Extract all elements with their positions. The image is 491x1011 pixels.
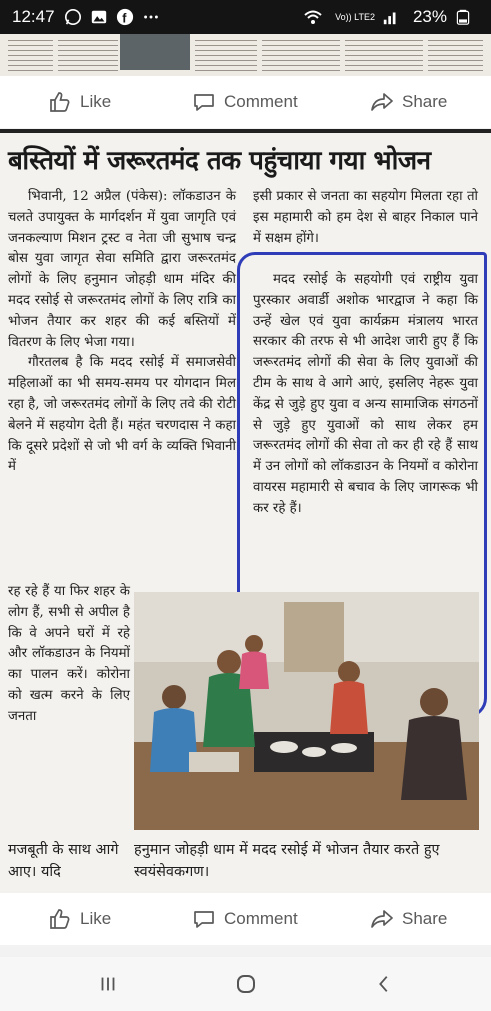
like-label: Like: [80, 92, 112, 111]
newspaper-clipping-image[interactable]: [0, 129, 491, 905]
back-button[interactable]: [364, 964, 404, 1004]
recent-apps-button[interactable]: [88, 964, 128, 1004]
wifi-icon: [303, 7, 323, 27]
comment-button[interactable]: [192, 907, 298, 931]
signal-icon: [381, 7, 401, 27]
share-button[interactable]: [370, 907, 447, 931]
battery-percent: 23%: [412, 7, 447, 26]
previous-post-image-strip: [0, 34, 491, 76]
battery-icon: [453, 7, 473, 27]
comment-label: Comment: [224, 909, 298, 928]
like-button[interactable]: [48, 907, 111, 931]
article-column-left: [8, 187, 236, 478]
article-paragraph: भिवानी, 12 अप्रैल (पंकेस): लॉकडाउन के चलते उपायुक्त के मार्गदर्शन में युवा जागृति एवं जनकल्याण मिशन ट्रस्ट व नेता जी सुभाष चन्द्र बोस युवा जागृत सेवा समिति द्वारा जरूरतमंद लोगों के लिए हनुमान जोहड़ी धाम मंदिर की मदद रसोई से जरूरतमंद लोगों के लिए रात्रि का भोजन तैयार कर शहर की कई बस्तियों में वितरण के लिए भेजा गया।: [8, 189, 236, 350]
gallery-icon: [89, 7, 109, 27]
reaction-bar-bottom: [0, 893, 491, 945]
home-button[interactable]: [226, 964, 266, 1004]
svg-text:f: f: [121, 11, 127, 26]
article-column-left-bottom: [8, 582, 130, 728]
network-label: Vo)) LTE2: [335, 11, 375, 22]
more-dots-icon: [141, 7, 161, 27]
whatsapp-icon: [63, 7, 83, 27]
share-label: Share: [402, 909, 448, 928]
share-button[interactable]: [370, 90, 447, 114]
article-paragraph: इसी प्रकार से जनता का सहयोग मिलता रहा तो इस महामारी को हम देश से बाहर निकाल पाने में सक्षम होंगे।: [253, 189, 478, 246]
thumbs-up-icon: [48, 90, 72, 114]
kitchen-volunteers-photo: [134, 592, 479, 830]
article-column-right-top: [253, 187, 478, 249]
thumbs-up-icon: [48, 907, 72, 931]
like-label: Like: [80, 909, 112, 928]
article-column-right-highlighted: [253, 270, 478, 520]
status-bar: [0, 0, 491, 34]
back-icon: [373, 973, 395, 995]
home-icon: [234, 972, 258, 996]
photo-caption-text: हनुमान जोहड़ी धाम में मदद रसोई में भोजन तैयार करते हुए स्वयंसेवकगण।: [134, 842, 440, 880]
comment-label: Comment: [224, 92, 298, 111]
status-time: 12:47: [12, 7, 55, 26]
headline-rule: [0, 129, 491, 133]
article-paragraph: मदद रसोई के सहयोगी एवं राष्ट्रीय युवा पुरस्कार अवार्डी अशोक भारद्वाज ने कहा कि उन्हें खेल एवं युवा कार्यक्रम मंत्रालय भारत सरकार की तरफ से भी आदेश जारी हुए हैं कि जरूरतमंद लोगों की सेवा के लिए युवाओं की टीम के साथ वे आगे आएं, इसलिए नेहरू युवा केंद्र से जुड़े हुए युवा व अन्य सामाजिक संगठनों से जुड़े हुए युवाओं को साथ लेकर हम जरूरतमंद लोगों की सेवा तो कर ही रहे हैं साथ में उन लोगों को लॉकडाउन के नियमों व कोरोना वायरस महामारी से बचाव के लिए जागरूक भी कर रहे हैं।: [253, 272, 478, 516]
comment-button[interactable]: [192, 90, 298, 114]
comment-bubble-icon: [192, 907, 216, 931]
comment-bubble-icon: [192, 90, 216, 114]
share-label: Share: [402, 92, 448, 111]
article-tail-text: मजबूती के साथ आगे आए। यदि: [8, 842, 119, 880]
share-arrow-icon: [370, 907, 394, 931]
article-headline: बस्तियों में जरूरतमंद तक पहुंचाया गया भोजन: [8, 146, 431, 176]
share-arrow-icon: [370, 90, 394, 114]
article-paragraph: गौरतलब है कि मदद रसोई में समाजसेवी महिलाओं का भी समय-समय पर योगदान मिल रहा है, जो जरूरतमंद लोगों के लिए तवे की रोटी बेलने में सहयोग देती हैं। महंत चरणदास ने कहा कि दूसरे प्रदेशों से जो भी वर्ग के व्यक्ति भिवानी में: [8, 355, 236, 475]
system-navigation-bar: [0, 957, 491, 1011]
like-button[interactable]: [48, 90, 111, 114]
facebook-icon: [115, 7, 135, 27]
recent-apps-icon: [97, 973, 119, 995]
article-paragraph: रह रहे हैं या फिर शहर के लोग हैं, सभी से अपील है कि वे अपने घरों में रहे और लॉकडाउन के नियमों का पालन करें। कोरोना को खत्म करने के लिए जनता: [8, 584, 130, 724]
reaction-bar-top: [0, 76, 491, 128]
